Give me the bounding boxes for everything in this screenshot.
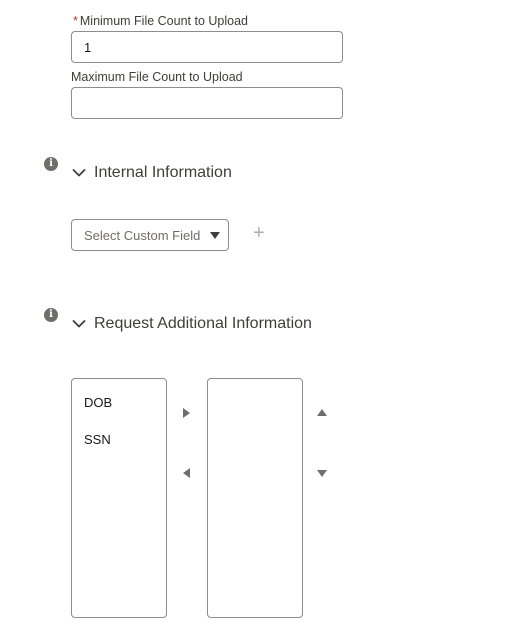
selected-listbox[interactable] (207, 378, 303, 618)
chevron-down-icon (72, 168, 86, 178)
min-file-count-label-text: Minimum File Count to Upload (79, 14, 248, 28)
select-placeholder: Select Custom Field (84, 227, 201, 243)
plus-icon[interactable]: + (253, 222, 265, 244)
arrow-left-icon[interactable] (183, 468, 190, 478)
list-item[interactable]: DOB (84, 395, 113, 410)
request-additional-information-toggle[interactable] (72, 315, 312, 333)
select-custom-field-dropdown[interactable] (71, 219, 229, 251)
max-file-count-input[interactable] (71, 87, 343, 119)
arrow-up-icon[interactable] (317, 409, 327, 416)
list-item[interactable]: SSN (84, 432, 111, 447)
info-icon[interactable]: i (44, 308, 58, 322)
section-title: Internal Information (94, 164, 232, 181)
internal-information-toggle[interactable] (72, 164, 232, 182)
min-file-count-input[interactable] (71, 31, 343, 63)
info-icon[interactable]: i (44, 157, 58, 171)
section-title: Request Additional Information (94, 315, 312, 332)
caret-down-icon (210, 232, 220, 239)
arrow-down-icon[interactable] (317, 470, 327, 477)
available-listbox[interactable] (71, 378, 167, 618)
chevron-down-icon (72, 319, 86, 329)
max-file-count-label: Maximum File Count to Upload (71, 70, 243, 84)
arrow-right-icon[interactable] (183, 408, 190, 418)
min-file-count-label (73, 14, 248, 28)
required-indicator: * (73, 14, 78, 28)
